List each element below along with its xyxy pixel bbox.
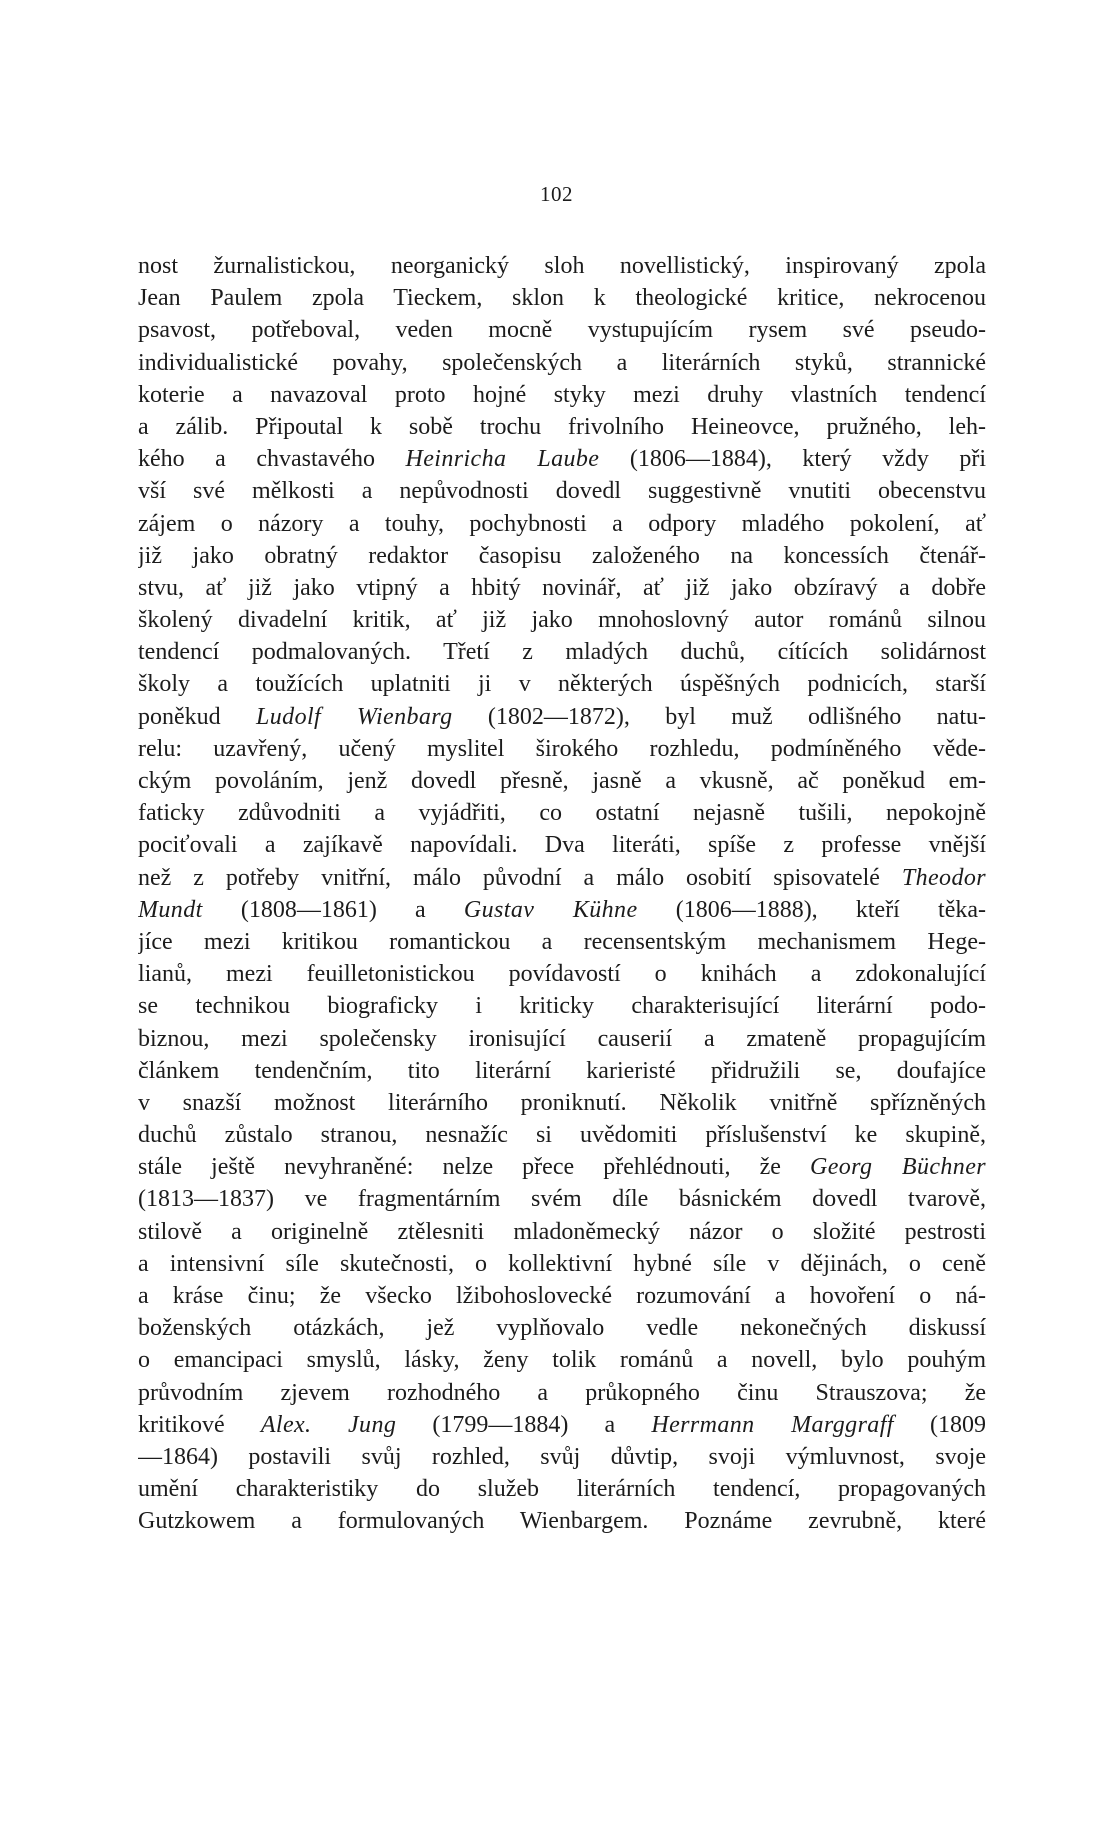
- text-segment: školy a toužících uplatniti ji v některých úspěšných podnicích, starší: [138, 671, 986, 698]
- text-segment: (1806—1884), který vždy při: [599, 446, 986, 473]
- text-segment: (1809: [893, 1411, 986, 1438]
- text-segment: než z potřeby vnitřní, málo původní a málo osobití spisovatelé: [138, 864, 902, 891]
- text-line: [138, 1151, 986, 1183]
- text-segment: ckým povoláním, jenž dovedl přesně, jasně a vkusně, ač poněkud em-: [138, 768, 986, 794]
- text-segment: boženských otázkách, jež vyplňovalo vedle nekonečných diskussí: [138, 1315, 986, 1342]
- text-segment: pociťovali a zajíkavě napovídali. Dva literáti, spíše z professe vnější: [138, 832, 986, 859]
- text-segment: (1799—1884) a: [396, 1411, 652, 1438]
- text-line: [138, 1216, 986, 1248]
- text-segment: Jean Paulem zpola Tieckem, sklon k theologické kritice, nekrocenou: [138, 285, 986, 312]
- text-line: [138, 1344, 986, 1376]
- text-segment: o emancipaci smyslů, lásky, ženy tolik románů a novell, bylo pouhým: [138, 1347, 986, 1374]
- text-segment: průvodním zjevem rozhodného a průkopného činu Strauszova; že: [138, 1379, 986, 1406]
- text-segment: individualistické povahy, společenských a literárních styků, strannické: [138, 349, 986, 376]
- text-segment: biznou, mezi společensky ironisující causerií a zmateně propagujícím: [138, 1025, 986, 1052]
- text-line: [138, 636, 986, 668]
- text-segment: (1806—1888), kteří těka-: [637, 896, 986, 923]
- text-line: [138, 1312, 986, 1344]
- italic-name: Mundt: [138, 896, 203, 923]
- text-line: [138, 1087, 986, 1119]
- text-line: [138, 894, 986, 926]
- italic-name: Alex. Jung: [260, 1411, 397, 1438]
- italic-name: Gustav Kühne: [463, 896, 638, 923]
- text-segment: kritikové: [138, 1411, 261, 1438]
- text-segment: (1802—1872), byl muž odlišného natu-: [452, 703, 986, 730]
- text-segment: umění charakteristiky do služeb literárních tendencí, propagovaných: [138, 1476, 986, 1503]
- text-segment: jíce mezi kritikou romantickou a recensentským mechanismem Hege-: [138, 928, 986, 955]
- text-segment: zájem o názory a touhy, pochybnosti a odpory mladého pokolení, ať: [138, 510, 986, 537]
- text-segment: v snazší možnost literárního proniknutí. Několik vnitřně spřízněných: [138, 1089, 986, 1116]
- text-line: [138, 926, 986, 958]
- text-segment: stále ještě nevyhraněné: nelze přece přehlédnouti, že: [138, 1154, 810, 1181]
- text-line: [138, 990, 986, 1022]
- text-segment: poněkud: [138, 703, 257, 730]
- text-line: [138, 701, 986, 733]
- text-line: [138, 282, 986, 314]
- text-line: [138, 1023, 986, 1055]
- text-segment: a zálib. Připoutal k sobě trochu frivolního Heineovce, pružného, leh-: [138, 413, 986, 440]
- text-line: [138, 1441, 986, 1473]
- body-text: [138, 250, 986, 1538]
- text-segment: a kráse činu; že všecko lžibohoslovecké rozumování a hovoření o ná-: [138, 1283, 986, 1309]
- text-segment: tendencí podmalovaných. Třetí z mladých duchů, cítících solidárnost: [138, 639, 986, 666]
- text-line: [138, 797, 986, 829]
- text-segment: školený divadelní kritik, ať již jako mnohoslovný autor románů silnou: [138, 607, 986, 634]
- text-segment: psavost, potřeboval, veden mocně vystupujícím rysem své pseudo-: [138, 317, 986, 344]
- text-line: [138, 1119, 986, 1151]
- text-line: [138, 604, 986, 636]
- text-segment: se technikou biograficky i kriticky charakterisující literární podo-: [138, 993, 986, 1020]
- italic-name: Ludolf Wienbarg: [256, 703, 453, 730]
- text-line: [138, 1248, 986, 1280]
- text-line: [138, 508, 986, 540]
- text-segment: a intensivní síle skutečnosti, o kollektivní hybné síle v dějinách, o ceně: [138, 1250, 986, 1277]
- text-segment: kého a chvastavého: [138, 446, 406, 473]
- text-line: [138, 379, 986, 411]
- text-segment: stvu, ať již jako vtipný a hbitý novinář, ať již jako obzíravý a dobře: [138, 574, 986, 601]
- text-line: [138, 1473, 986, 1505]
- text-line: [138, 1505, 986, 1537]
- text-line: [138, 765, 986, 797]
- text-line: [138, 250, 986, 282]
- text-line: [138, 411, 986, 443]
- italic-name: Heinricha Laube: [405, 446, 600, 473]
- text-line: [138, 829, 986, 861]
- text-line: [138, 668, 986, 700]
- text-segment: —1864) postavili svůj rozhled, svůj důvtip, svoji výmluvnost, svoje: [138, 1443, 986, 1470]
- text-segment: vší své mělkosti a nepůvodnosti dovedl suggestivně vnutiti obecenstvu: [138, 478, 986, 505]
- text-segment: lianů, mezi feuilletonistickou povídavostí o knihách a zdokonalující: [138, 961, 986, 988]
- text-line: [138, 958, 986, 990]
- text-line: [138, 540, 986, 572]
- text-line: [138, 347, 986, 379]
- italic-name: Herrmann Marggraff: [651, 1411, 894, 1438]
- text-line: [138, 1409, 986, 1441]
- italic-name: Georg Büchner: [809, 1154, 986, 1181]
- text-segment: (1813—1837) ve fragmentárním svém díle básnickém dovedl tvarově,: [138, 1186, 986, 1213]
- text-segment: nost žurnalistickou, neorganický sloh novellistický, inspirovaný zpola: [138, 253, 986, 279]
- text-line: [138, 443, 986, 475]
- text-line: [138, 862, 986, 894]
- page-number: 102: [540, 182, 573, 206]
- text-line: [138, 1183, 986, 1215]
- text-segment: stilově a originelně ztělesniti mladoněmecký názor o složité pestrosti: [138, 1218, 986, 1245]
- text-line: [138, 314, 986, 346]
- italic-name: Theodor: [901, 864, 986, 891]
- text-segment: koterie a navazoval proto hojné styky mezi druhy vlastních tendencí: [138, 381, 986, 408]
- text-line: [138, 1280, 986, 1312]
- text-segment: již jako obratný redaktor časopisu založeného na koncessích čtenář-: [138, 542, 986, 569]
- text-segment: (1808—1861) a: [202, 896, 464, 923]
- text-line: [138, 733, 986, 765]
- text-segment: článkem tendenčním, tito literární karieristé přidružili se, doufajíce: [138, 1057, 986, 1084]
- text-segment: duchů zůstalo stranou, nesnažíc si uvědomiti příslušenství ke skupině,: [138, 1122, 986, 1149]
- text-line: [138, 572, 986, 604]
- text-line: [138, 1055, 986, 1087]
- text-line: [138, 1377, 986, 1409]
- text-segment: relu: uzavřený, učený myslitel širokého rozhledu, podmíněného věde-: [138, 735, 986, 762]
- text-segment: Gutzkowem a formulovaných Wienbargem. Poznáme zevrubně, které: [138, 1508, 986, 1535]
- text-line: [138, 475, 986, 507]
- text-segment: faticky zdůvodniti a vyjádřiti, co ostatní nejasně tušili, nepokojně: [138, 800, 986, 827]
